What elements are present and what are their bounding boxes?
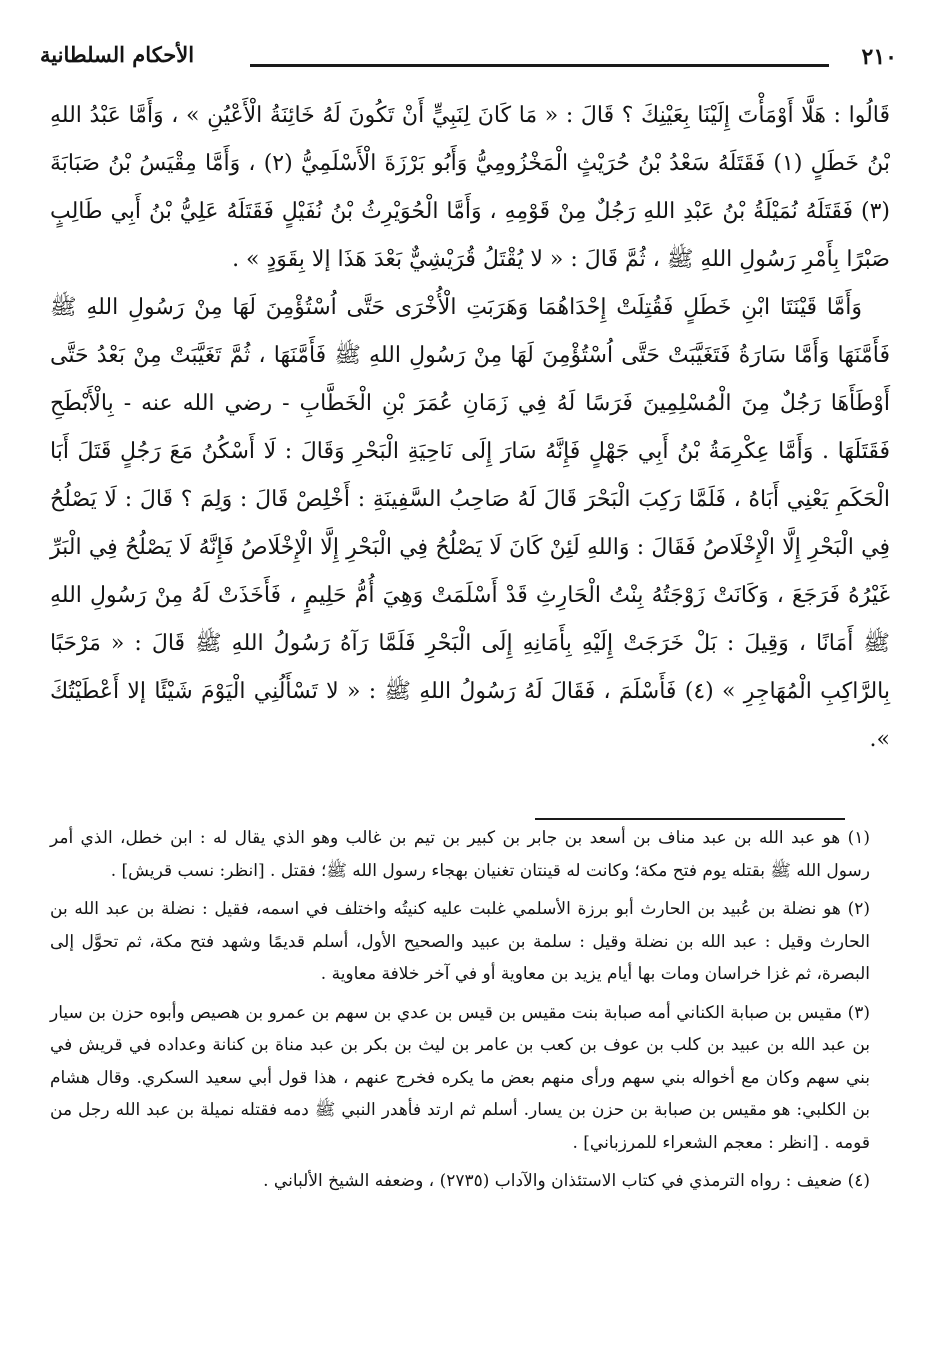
page-header: [40, 40, 897, 80]
footnote: (٣) مقيس بن صبابة الكناني أمه صبابة بنت مقيس بن قيس بن عدي بن سهم بن عمرو بن هصيص وأبوه حزن بن سيار بن عبد الله بن عبيد بن كلب بن عوف بن كعب بن عامر بن ليث بن بكر بن عبد مناة بن كنانة وعداده في قريش في بني سهم وكان مع أخواله بني سهم ورأى منهم بعض ما يكره فخرج عنهم ، هذا قول أبي سعيد السكري. وقال هشام بن الكلبي: هو مقيس بن صبابة بن حزن بن يسار. أسلم ثم ارتد فأهدر النبي ﷺ دمه فقتله نميلة بن عبد الله رجل من قومه . [انظر : معجم الشعراء للمرزباني] .: [50, 1002, 870, 1153]
running-title: الأحكام السلطانية: [40, 42, 195, 67]
paragraph: قَالُوا : هَلَّا أَوْمَأْتَ إِلَيْنَا بِعَيْنِكَ ؟ قَالَ : « مَا كَانَ لِنَبِيٍّ أَنْ تَكُونَ لَهُ خَائِنَةُ الْأَعْيُنِ » ، وَأَمَّا عَبْدُ اللهِ بْنُ خَطَلٍ (١) فَقَتَلَهُ سَعْدُ بْنُ حُرَيْثٍ الْمَخْزُومِيُّ وَأَبُو بَرْزَةَ الْأَسْلَمِيُّ (٢) ، وَأَمَّا مِقْيَسُ بْنُ صَبَابَةَ (٣) فَقَتَلَهُ نُمَيْلَةُ بْنُ عَبْدِ اللهِ رَجُلٌ مِنْ قَوْمِهِ ، وَأَمَّا الْحُوَيْرِثُ بْنُ نُفَيْلٍ فَقَتَلَهُ عَلِيُّ بْنُ أَبِي طَالِبٍ صَبْرًا بِأَمْرِ رَسُولِ اللهِ ﷺ ، ثُمَّ قَالَ : « لا يُقْتَلُ قُرَيْشِيٌّ بَعْدَ هَذَا إلا بِقَوَدٍ » .: [50, 103, 890, 272]
footnotes: [50, 822, 870, 1198]
footnote: (١) هو عبد الله بن عبد مناف بن أسعد بن جابر بن كبير بن تيم بن غالب وهو الذي يقال له : ابن خطل، الذي أمر رسول الله ﷺ بقتله يوم فتح مكة؛ وكانت له قينتان تغنيان بهجاء رسول الله ﷺ؛ فقتل . [انظر: نسب قريش] .: [50, 828, 870, 881]
footnote: (٢) هو نضلة بن عُبيد بن الحارث أبو برزة الأسلمي غلبت عليه كنيتُه واختلف في اسمه، فقيل : نضلة بن عبد الله بن الحارث وقيل : عبد الله بن نضلة وقيل : سلمة بن عبيد والصحيح الأول، أسلم قديمًا وشهد فتح مكة، ثم تحوَّل إلى البصرة، ثم غزا خراسان ومات بها أيام يزيد بن معاوية أو في آخر خلافة معاوية .: [50, 899, 870, 984]
footnote-separator: [535, 818, 845, 820]
footnote: (٤) ضعيف : رواه الترمذي في كتاب الاستئذان والآداب (٢٧٣٥) ، وضعفه الشيخ الألباني .: [263, 1171, 870, 1191]
main-text: [50, 92, 890, 764]
header-rule: [250, 64, 829, 67]
page-number: ٢١٠: [861, 44, 897, 70]
paragraph: وَأَمَّا قَيْنَتَا ابْنِ خَطَلٍ فَقُتِلَتْ إِحْدَاهُمَا وَهَرَبَتِ الْأُخْرَى حَتَّى اُسْتُؤْمِنَ لَهَا مِنْ رَسُولِ اللهِ ﷺ فَأَمَّنَهَا وَأَمَّا سَارَةُ فَتَغَيَّبَتْ حَتَّى اُسْتُؤْمِنَ لَهَا مِنْ رَسُولِ اللهِ ﷺ فَأَمَّنَهَا ، ثُمَّ تَغَيَّبَتْ مِنْ بَعْدُ حَتَّى أَوْطَأَهَا رَجُلٌ مِنَ الْمُسْلِمِينَ فَرَسًا لَهُ فِي زَمَانِ عُمَرَ بْنِ الْخَطَّابِ - رضي الله عنه - بِالْأَبْطَحِ فَقَتَلَهَا . وَأَمَّا عِكْرِمَةُ بْنُ أَبِي جَهْلٍ فَإِنَّهُ سَارَ إِلَى نَاحِيَةِ الْبَحْرِ وَقَالَ : لَا أَسْكُنُ مَعَ رَجُلٍ قَتَلَ أَبَا الْحَكَمِ يَعْنِي أَبَاهُ ، فَلَمَّا رَكِبَ الْبَحْرَ قَالَ لَهُ صَاحِبُ السَّفِينَةِ : أَخْلِصْ قَالَ : وَلِمَ ؟ قَالَ : لَا يَصْلُحُ فِي الْبَحْرِ إِلَّا الْإِخْلَاصُ فَقَالَ : وَاللهِ لَئِنْ كَانَ لَا يَصْلُحُ فِي الْبَحْرِ إِلَّا الْإِخْلَاصُ فَإِنَّهُ لَا يَصْلُحُ فِي الْبَرِّ غَيْرُهُ فَرَجَعَ ، وَكَانَتْ زَوْجَتُهُ بِنْتُ الْحَارِثِ قَدْ أَسْلَمَتْ وَهِيَ أُمُّ حَلِيمٍ ، فَأَخَذَتْ لَهُ مِنْ رَسُولِ اللهِ ﷺ أَمَانًا ، وَقِيلَ : بَلْ خَرَجَتْ إِلَيْهِ بِأَمَانِهِ إِلَى الْبَحْرِ فَلَمَّا رَآهُ رَسُولُ اللهِ ﷺ قَالَ : « مَرْحَبًا بِالرَّاكِبِ الْمُهَاجِرِ » (٤) فَأَسْلَمَ ، فَقَالَ لَهُ رَسُولُ اللهِ ﷺ : « لا تَسْأَلُنِي الْيَوْمَ شَيْئًا إلا أَعْطَيْتُكَ ».: [50, 295, 890, 752]
